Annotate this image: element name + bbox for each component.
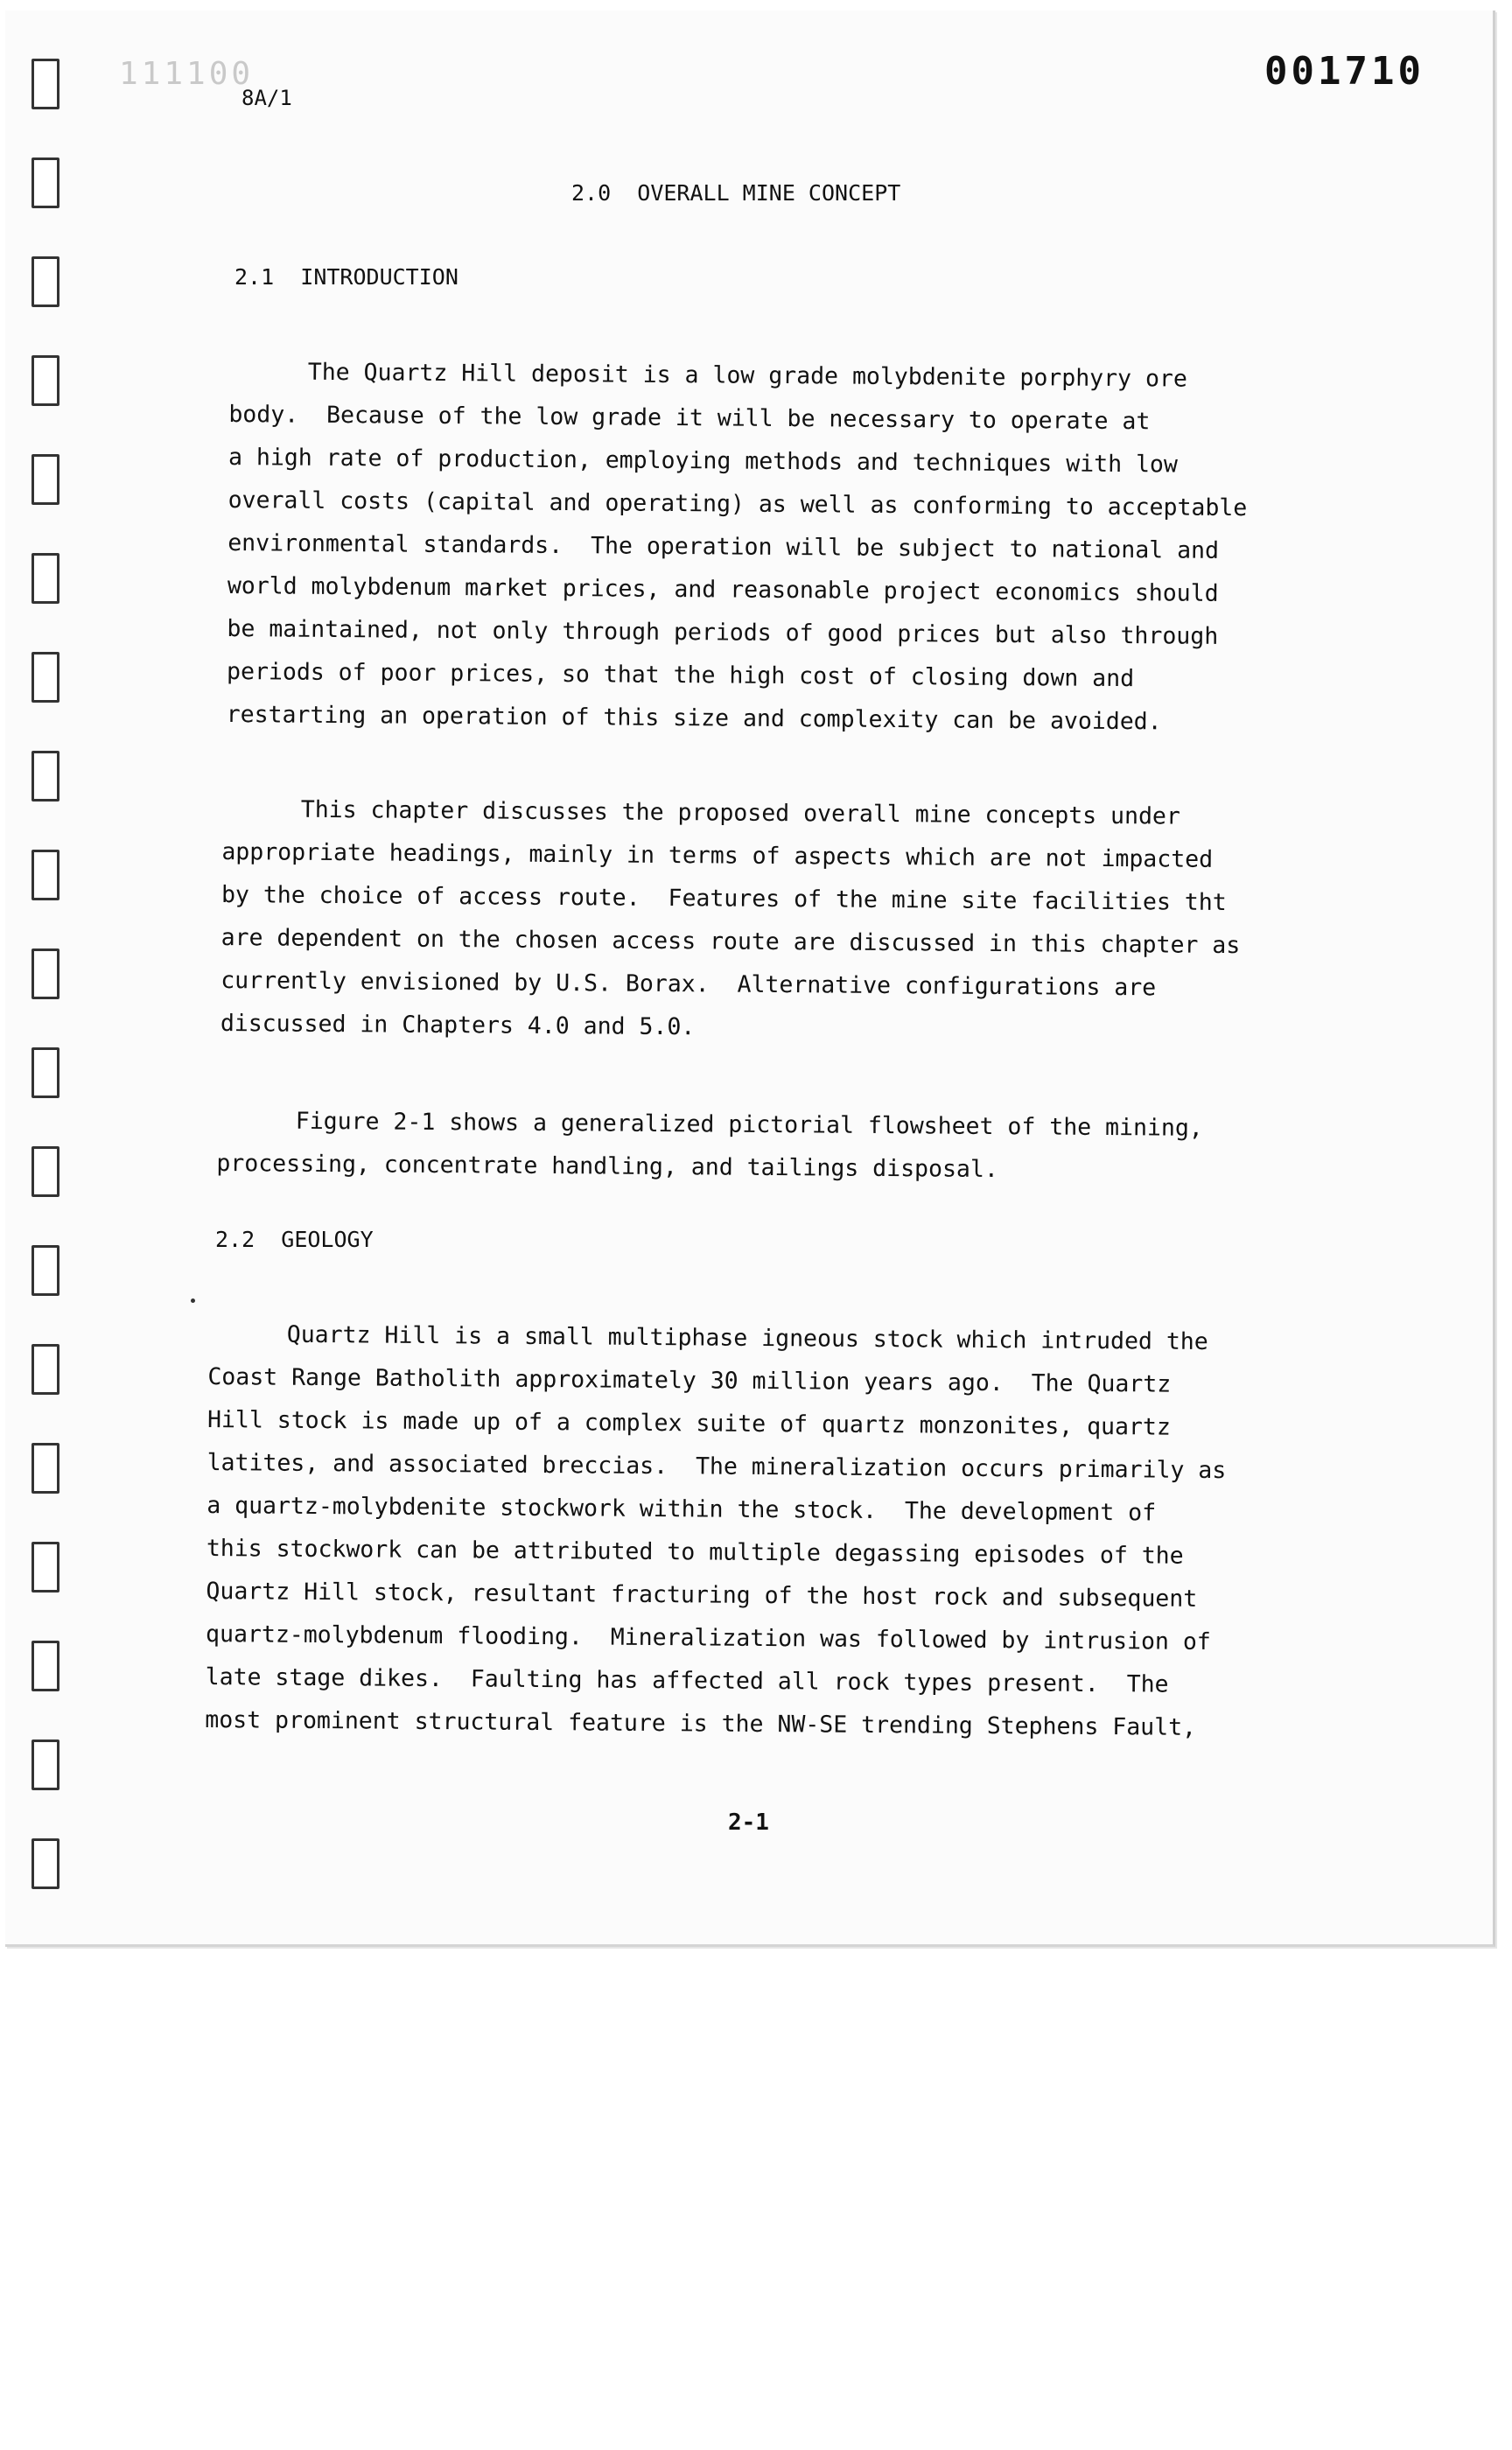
binder-hole — [32, 454, 60, 505]
page-number: 2-1 — [728, 1810, 769, 1836]
text-line: be maintained, not only through periods of good prices but also through — [227, 614, 1219, 650]
faded-stamp-number: 111100 — [119, 56, 255, 92]
binder-hole — [32, 652, 60, 703]
document-number: 001710 — [1264, 49, 1424, 94]
text-line: a quartz-molybdenite stockwork within the stock. The development of — [206, 1491, 1157, 1527]
chapter-title: OVERALL MINE CONCEPT — [637, 180, 901, 206]
text-line: Quartz Hill stock, resultant fracturing of the host rock and subsequent — [206, 1577, 1198, 1613]
text-line: by the choice of access route. Features of the mine site facilities tht — [220, 880, 1227, 917]
text-line: This chapter discusses the proposed overall mine concepts under — [300, 795, 1181, 830]
scan-speck — [191, 1298, 195, 1303]
binder-hole — [32, 948, 60, 999]
text-line: Quartz Hill is a small multiphase igneous stock which intruded the — [286, 1320, 1208, 1355]
text-line: are dependent on the chosen access route are discussed in this chapter as — [220, 923, 1241, 960]
text-line: this stockwork can be attributed to multiple degassing episodes of the — [206, 1534, 1184, 1570]
paragraph — [220, 788, 1242, 1053]
text-line: currently envisioned by U.S. Borax. Alternative configurations are — [220, 966, 1157, 1002]
file-reference: 8A/1 — [242, 86, 292, 110]
text-line: body. Because of the low grade it will be necessary to operate at — [228, 400, 1151, 436]
text-line: environmental standards. The operation will be subject to national and — [228, 528, 1220, 564]
binder-hole — [32, 1146, 60, 1197]
text-line: processing, concentrate handling, and tailings disposal. — [216, 1149, 998, 1184]
binder-hole — [32, 553, 60, 604]
document-page — [5, 10, 1495, 1947]
text-line: discussed in Chapters 4.0 and 5.0. — [220, 1009, 696, 1041]
text-line: a high rate of production, employing methods and techniques with low — [228, 443, 1179, 479]
binder-hole — [32, 1838, 60, 1889]
paragraph — [216, 1099, 1203, 1193]
text-line: most prominent structural feature is the NW-SE trending Stephens Fault, — [205, 1705, 1197, 1741]
text-line: Coast Range Batholith approximately 30 million years ago. The Quartz — [207, 1362, 1172, 1398]
text-line: world molybdenum market prices, and reasonable project economics should — [227, 571, 1219, 607]
text-line: overall costs (capital and operating) as well as conforming to acceptable — [228, 486, 1248, 522]
binder-hole — [32, 355, 60, 406]
binder-hole — [32, 256, 60, 307]
text-line: quartz-molybdenum flooding. Mineralization was followed by intrusion of — [205, 1620, 1211, 1656]
binder-hole — [32, 1443, 60, 1494]
binder-hole — [32, 158, 60, 208]
binder-hole — [32, 751, 60, 802]
text-line: late stage dikes. Faulting has affected all rock types present. The — [205, 1662, 1169, 1698]
text-line: periods of poor prices, so that the high cost of closing down and — [226, 657, 1135, 693]
binder-hole — [32, 1245, 60, 1296]
binder-hole — [32, 1344, 60, 1395]
paragraph — [227, 350, 1249, 744]
section-heading — [215, 1227, 374, 1252]
binder-hole — [32, 1641, 60, 1691]
binder-hole — [32, 850, 60, 900]
binder-hole — [32, 1740, 60, 1790]
text-line: restarting an operation of this size and complexity can be avoided. — [226, 700, 1162, 736]
section-title: GEOLOGY — [281, 1227, 374, 1252]
paragraph — [205, 1312, 1227, 1749]
section-heading — [234, 264, 458, 290]
text-line: appropriate headings, mainly in terms of aspects which are not impacted — [221, 837, 1214, 873]
chapter-heading — [571, 180, 900, 206]
binder-hole — [32, 59, 60, 109]
text-line: latites, and associated breccias. The mineralization occurs primarily as — [206, 1448, 1227, 1485]
section-number: 2.1 — [234, 264, 275, 290]
text-line: The Quartz Hill deposit is a low grade molybdenite porphyry ore — [307, 358, 1188, 393]
text-line: Hill stock is made up of a complex suite of quartz monzonites, quartz — [206, 1405, 1171, 1441]
binder-hole — [32, 1047, 60, 1098]
section-number: 2.2 — [215, 1227, 256, 1252]
chapter-number: 2.0 — [571, 180, 612, 206]
section-title: INTRODUCTION — [300, 264, 458, 290]
text-line: Figure 2-1 shows a generalized pictorial flowsheet of the mining, — [295, 1107, 1203, 1142]
binder-hole — [32, 1542, 60, 1592]
